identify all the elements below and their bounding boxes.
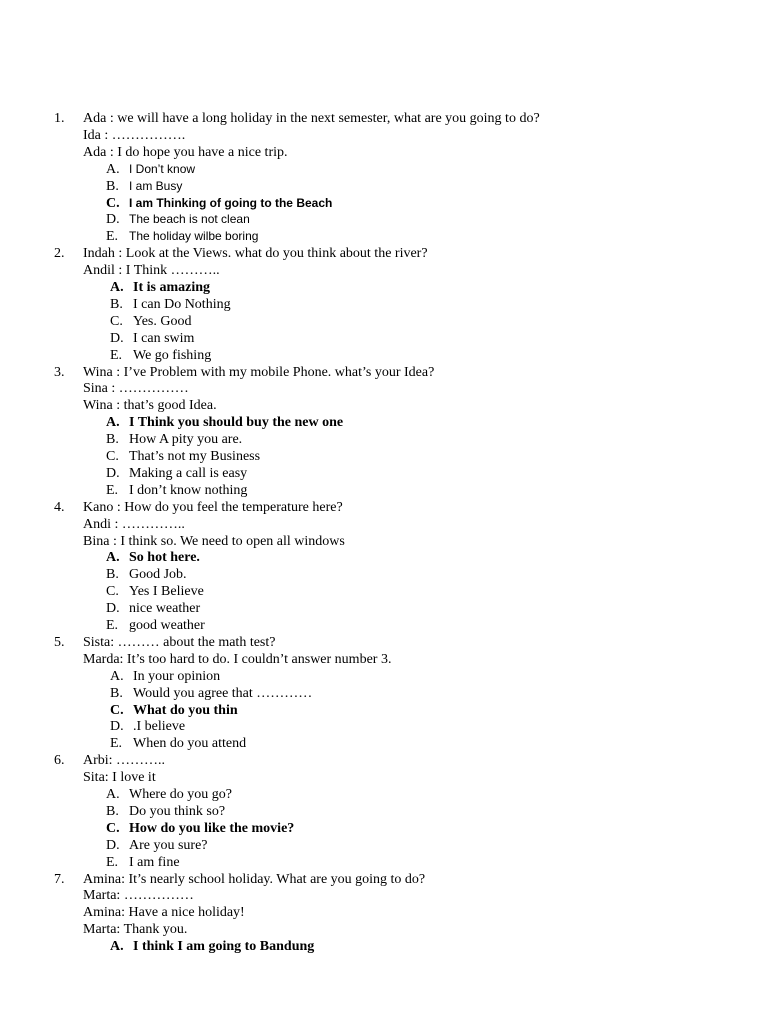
answer-option bbox=[0, 330, 768, 347]
option-letter: E. bbox=[106, 482, 119, 498]
option-text: I can Do Nothing bbox=[133, 296, 231, 312]
answer-option bbox=[0, 718, 768, 735]
option-text: I am Thinking of going to the Beach bbox=[129, 195, 333, 210]
answer-option bbox=[0, 313, 768, 330]
option-letter: E. bbox=[110, 347, 123, 363]
option-letter: B. bbox=[106, 567, 119, 583]
option-letter: A. bbox=[106, 415, 120, 431]
dialogue-line: Amina: Have a nice holiday! bbox=[83, 905, 245, 921]
question-prompt: Ada : we will have a long holiday in the next semester, what are you going to do? bbox=[83, 111, 540, 126]
option-letter: D. bbox=[106, 837, 120, 853]
option-letter: A. bbox=[110, 280, 124, 295]
dialogue-line: Andi : ………….. bbox=[83, 516, 185, 532]
answer-option bbox=[0, 685, 768, 702]
option-text: When do you attend bbox=[133, 736, 247, 752]
question-prompt: Sista: ……… about the math test? bbox=[83, 634, 276, 650]
option-letter: B. bbox=[110, 685, 123, 701]
option-text: good weather bbox=[129, 618, 205, 633]
answer-option bbox=[0, 617, 768, 634]
dialogue-line: Marta: Thank you. bbox=[83, 922, 188, 938]
answer-option bbox=[0, 211, 768, 228]
option-text: Good Job. bbox=[129, 567, 187, 583]
option-text: The holiday wilbe boring bbox=[129, 229, 259, 244]
option-letter: B. bbox=[110, 296, 123, 312]
option-text: Would you agree that ………… bbox=[133, 685, 313, 701]
question-number: 7. bbox=[54, 871, 65, 887]
option-letter: E. bbox=[106, 854, 119, 870]
answer-option bbox=[0, 296, 768, 313]
option-letter: D. bbox=[110, 330, 124, 346]
answer-option bbox=[0, 566, 768, 583]
option-letter: A. bbox=[106, 787, 120, 802]
option-letter: C. bbox=[106, 584, 119, 600]
option-letter: C. bbox=[106, 195, 120, 211]
option-letter: B. bbox=[106, 178, 119, 194]
dialogue-line: Andil : I Think ……….. bbox=[83, 263, 220, 279]
answer-option bbox=[0, 347, 768, 364]
option-letter: C. bbox=[110, 702, 124, 718]
answer-option-correct bbox=[0, 414, 768, 431]
answer-option-correct bbox=[0, 549, 768, 566]
option-text: Do you think so? bbox=[129, 803, 226, 819]
answer-option bbox=[0, 668, 768, 685]
option-letter: E. bbox=[106, 229, 119, 245]
dialogue-line: Marda: It’s too hard to do. I couldn’t answer number 3. bbox=[83, 651, 392, 667]
option-text: Where do you go? bbox=[129, 787, 233, 802]
answer-option-correct bbox=[0, 279, 768, 296]
dialogue-line: Sita: I love it bbox=[83, 770, 156, 786]
option-text: I am fine bbox=[129, 854, 180, 870]
option-letter: D. bbox=[106, 601, 120, 617]
answer-option bbox=[0, 600, 768, 617]
option-letter: D. bbox=[106, 465, 120, 481]
option-text: I think I am going to Bandung bbox=[133, 939, 315, 955]
option-text: In your opinion bbox=[133, 668, 221, 684]
option-text: We go fishing bbox=[133, 347, 212, 363]
answer-option bbox=[0, 837, 768, 854]
question-number: 5. bbox=[54, 634, 65, 650]
answer-option bbox=[0, 583, 768, 600]
answer-option bbox=[0, 482, 768, 499]
option-text: .I believe bbox=[133, 719, 186, 735]
answer-option bbox=[0, 228, 768, 245]
option-letter: E. bbox=[106, 618, 119, 633]
answer-option bbox=[0, 465, 768, 482]
dialogue-line: Sina : …………… bbox=[83, 381, 189, 397]
answer-option bbox=[0, 431, 768, 448]
answer-option bbox=[0, 786, 768, 803]
option-text: I Don’t know bbox=[129, 161, 196, 176]
question-number: 1. bbox=[54, 111, 65, 126]
option-letter: A. bbox=[110, 668, 124, 684]
answer-option-correct bbox=[0, 702, 768, 719]
question-number: 2. bbox=[54, 246, 65, 262]
answer-option bbox=[0, 854, 768, 871]
option-text: So hot here. bbox=[129, 550, 200, 566]
option-text: It is amazing bbox=[133, 280, 210, 295]
dialogue-line: Ada : I do hope you have a nice trip. bbox=[83, 144, 288, 160]
question-number: 4. bbox=[54, 499, 65, 515]
answer-option-correct bbox=[0, 938, 768, 955]
answer-option-correct bbox=[0, 195, 768, 212]
option-text: I am Busy bbox=[129, 178, 183, 193]
option-letter: C. bbox=[106, 449, 119, 464]
option-text: Are you sure? bbox=[129, 837, 208, 853]
option-text: What do you thin bbox=[133, 702, 238, 718]
question-prompt: Kano : How do you feel the temperature here? bbox=[83, 499, 343, 515]
option-text: Yes. Good bbox=[133, 313, 192, 329]
option-text: I Think you should buy the new one bbox=[129, 415, 344, 431]
option-letter: C. bbox=[110, 313, 123, 329]
answer-option bbox=[0, 178, 768, 195]
dialogue-line: Wina : that’s good Idea. bbox=[83, 398, 217, 414]
dialogue-line: Marta: …………… bbox=[83, 888, 194, 904]
answer-option bbox=[0, 803, 768, 820]
option-text: Making a call is easy bbox=[129, 465, 248, 481]
question-prompt: Indah : Look at the Views. what do you think about the river? bbox=[83, 246, 428, 262]
option-text: nice weather bbox=[129, 601, 201, 617]
answer-option-correct bbox=[0, 820, 768, 837]
option-letter: A. bbox=[110, 939, 124, 955]
question-prompt: Arbi: ……….. bbox=[83, 753, 166, 769]
option-text: How A pity you are. bbox=[129, 432, 243, 448]
option-text: I can swim bbox=[133, 330, 195, 346]
option-letter: B. bbox=[106, 803, 119, 819]
option-text: How do you like the movie? bbox=[129, 820, 295, 836]
option-text: That’s not my Business bbox=[129, 449, 261, 464]
option-letter: B. bbox=[106, 432, 119, 448]
option-letter: D. bbox=[106, 212, 120, 228]
answer-option bbox=[0, 161, 768, 178]
option-letter: A. bbox=[106, 550, 120, 566]
option-letter: A. bbox=[106, 161, 120, 177]
dialogue-line: Ida : ……………. bbox=[83, 127, 186, 143]
option-letter: C. bbox=[106, 820, 120, 836]
question-number: 6. bbox=[54, 753, 65, 769]
answer-option bbox=[0, 448, 768, 465]
option-text: Yes I Believe bbox=[129, 584, 204, 600]
dialogue-line: Bina : I think so. We need to open all windows bbox=[83, 533, 345, 549]
question-prompt: Amina: It’s nearly school holiday. What are you going to do? bbox=[83, 871, 426, 887]
question-number: 3. bbox=[54, 364, 65, 380]
option-text: I don’t know nothing bbox=[129, 482, 248, 498]
option-text: The beach is not clean bbox=[129, 212, 250, 227]
option-letter: D. bbox=[110, 719, 124, 735]
answer-option bbox=[0, 735, 768, 752]
option-letter: E. bbox=[110, 736, 123, 752]
question-prompt: Wina : I’ve Problem with my mobile Phone. what’s your Idea? bbox=[83, 364, 435, 380]
